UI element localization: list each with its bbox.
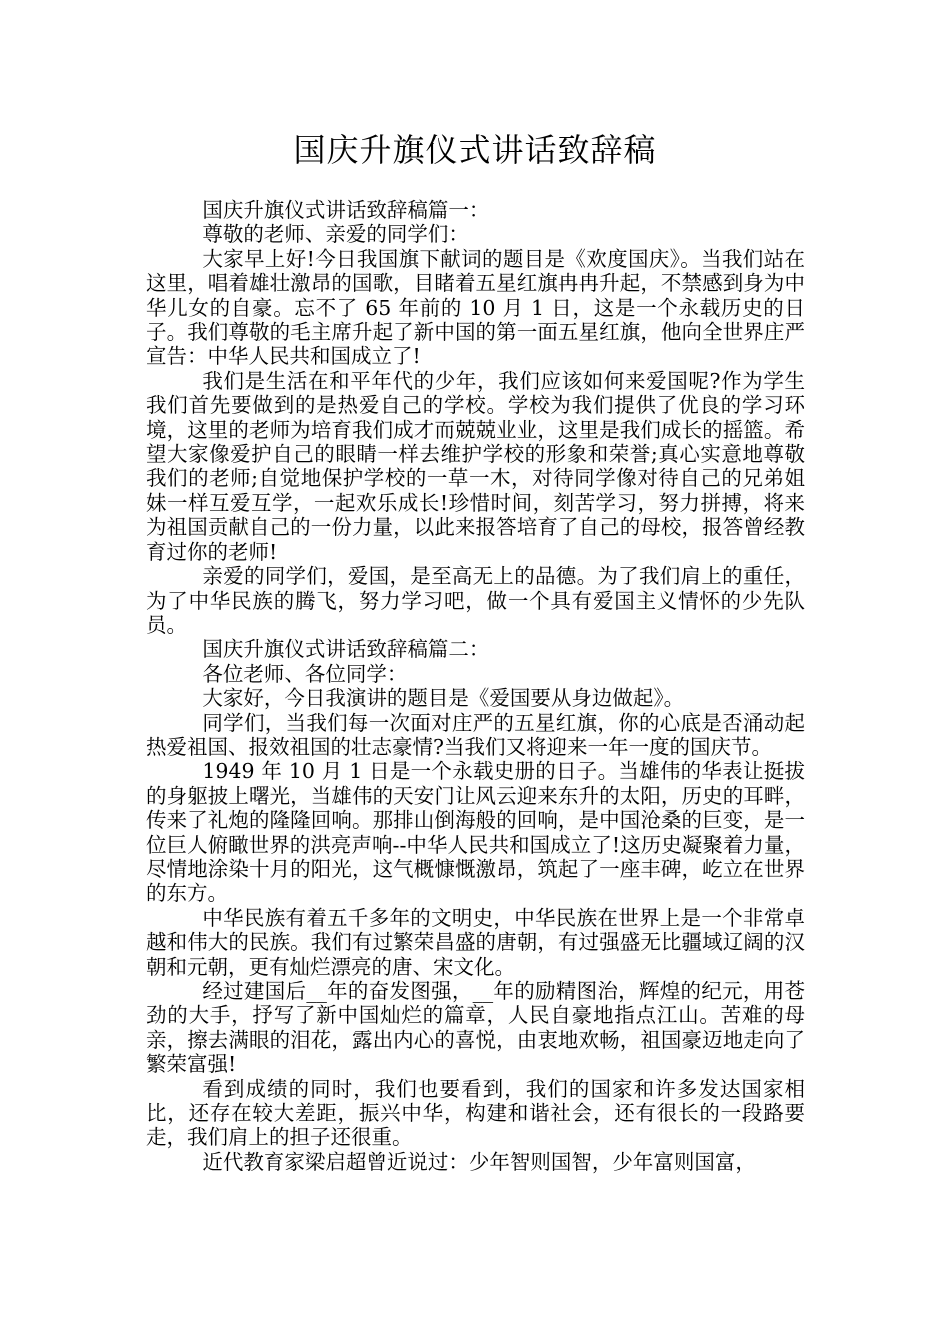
paragraph-salutation-2: 各位老师、各位同学：	[202, 661, 408, 686]
paragraph: 1949 年 10 月 1 日是一个永载史册的日子。当雄伟的华表让挺拔的身躯披上曙光，当雄伟的天安门让风云迎来东升的太阳，历史的耳畔，传来了礼炮的隆隆回响。那排山倒海般的回响，是中国沧桑的巨变，是一位巨人俯瞰世界的洪亮声响--中华人民共和国成立了!这历史凝聚着力量，尽情地涂染十月的阳光，这气概慷慨激昂，筑起了一座丰碑，屹立在世界的东方。	[146, 759, 805, 906]
paragraph: 看到成绩的同时，我们也要看到，我们的国家和许多发达国家相比，还存在较大差距，振兴中华，构建和谐社会，还有很长的一段路要走，我们肩上的担子还很重。	[146, 1076, 805, 1150]
paragraph-section-heading-2: 国庆升旗仪式讲话致辞稿篇二：	[202, 637, 490, 662]
paragraph-salutation-1: 尊敬的老师、亲爱的同学们：	[202, 222, 469, 247]
document-title: 国庆升旗仪式讲话致辞稿	[293, 131, 657, 169]
paragraph: 近代教育家梁启超曾近说过：少年智则国智，少年富则国富，	[202, 1149, 756, 1174]
paragraph: 我们是生活在和平年代的少年，我们应该如何来爱国呢?作为学生我们首先要做到的是热爱自己的学校。学校为我们提供了优良的学习环境，这里的老师为培育我们成才而兢兢业业，这里是我们成长的摇篮。希望大家像爱护自己的眼睛一样去维护学校的形象和荣誉;真心实意地尊敬我们的老师;自觉地保护学校的一草一木，对待同学像对待自己的兄弟姐妹一样互爱互学，一起欢乐成长!珍惜时间，刻苦学习，努力拼搏，将来为祖国贡献自己的一份力量，以此来报答培育了自己的母校，报答曾经教育过你的老师!	[146, 368, 805, 564]
paragraph: 经过建国后__年的奋发图强，__年的励精图治，辉煌的纪元，用苍劲的大手，抒写了新中国灿烂的篇章，人民自豪地指点江山。苦难的母亲，擦去满眼的泪花，露出内心的喜悦，由衷地欢畅，祖国豪迈地走向了繁荣富强!	[146, 979, 805, 1077]
paragraph: 同学们，当我们每一次面对庄严的五星红旗，你的心底是否涌动起热爱祖国、报效祖国的壮志豪情?当我们又将迎来一年一度的国庆节。	[146, 710, 805, 759]
paragraph: 大家好，今日我演讲的题目是《爱国要从身边做起》。	[202, 686, 685, 711]
paragraph: 亲爱的同学们，爱国，是至高无上的品德。为了我们肩上的重任，为了中华民族的腾飞，努力学习吧，做一个具有爱国主义情怀的少先队员。	[146, 564, 805, 637]
paragraph-section-heading-1: 国庆升旗仪式讲话致辞稿篇一：	[202, 198, 490, 222]
paragraph: 中华民族有着五千多年的文明史，中华民族在世界上是一个非常卓越和伟大的民族。我们有过繁荣昌盛的唐朝，有过强盛无比疆域辽阔的汉朝和元朝，更有灿烂漂亮的唐、宋文化。	[146, 905, 805, 979]
paragraph: 大家早上好!今日我国旗下献词的题目是《欢度国庆》。当我们站在这里，唱着雄壮激昂的国歌，目睹着五星红旗冉冉升起，不禁感到身为中华儿女的自豪。忘不了 65 年前的 10 月 1 日，这是一个永载历史的日子。我们尊敬的毛主席升起了新中国的第一面五星红旗，他向全世界庄严宣告：中华人民共和国成立了!	[146, 246, 805, 369]
document-body	[146, 198, 805, 1174]
